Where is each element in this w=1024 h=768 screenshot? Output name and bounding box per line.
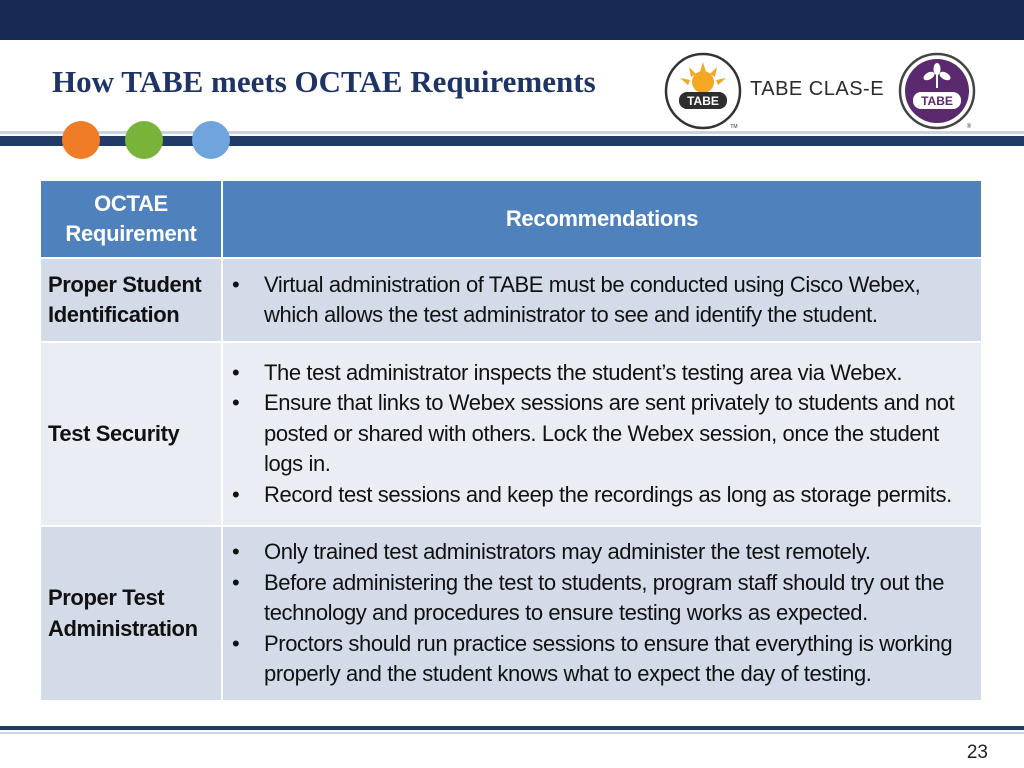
bullet: • — [232, 271, 240, 297]
table-header-row — [40, 180, 982, 258]
header-octae-requirement: OCTAE Requirement — [40, 180, 222, 258]
table-row — [40, 526, 982, 701]
top-band — [0, 0, 1024, 40]
tabe-logo-label: TABE — [687, 94, 719, 108]
clase-logo-reg: ® — [966, 124, 972, 130]
recommendation-item — [224, 480, 976, 511]
tabe-clase-logo — [898, 52, 976, 130]
clase-logo-label: TABE — [921, 94, 953, 108]
bullet: • — [232, 390, 240, 416]
bullet: • — [232, 359, 240, 385]
recommendation-text: Only trained test administrators may administer the test remotely. — [264, 539, 871, 565]
recommendation-item — [224, 537, 976, 568]
recommendation-item — [224, 388, 976, 480]
tabe-logo-tm: TM — [730, 124, 738, 130]
recommendation-text: Before administering the test to students, program staff should try out the technology and procedures to ensure testing works as expected. — [264, 569, 945, 626]
requirement-cell: Proper Test Administration — [40, 526, 222, 701]
recommendation-text: The test administrator inspects the student’s testing area via Webex. — [264, 359, 903, 385]
recommendation-item — [224, 270, 976, 331]
bullet: • — [232, 630, 240, 656]
requirement-cell: Test Security — [40, 342, 222, 526]
bullet: • — [232, 481, 240, 507]
recommendation-item — [224, 568, 976, 629]
footer-rule-thin — [0, 732, 1024, 734]
page-number: 23 — [966, 742, 988, 763]
slide-title: How TABE meets OCTAE Requirements — [52, 64, 596, 99]
recommendation-item — [224, 629, 976, 690]
bullet: • — [232, 569, 240, 595]
requirements-table — [39, 179, 983, 702]
recommendation-text: Ensure that links to Webex sessions are sent privately to students and not posted or shared with others. Lock the Webex session, once the student logs in. — [264, 390, 955, 477]
table-row — [40, 258, 982, 342]
blue-dot — [192, 121, 230, 159]
requirement-cell: Proper Student Identification — [40, 258, 222, 342]
orange-dot — [62, 121, 100, 159]
bullet: • — [232, 539, 240, 565]
recommendation-item — [224, 358, 976, 389]
recommendations-cell — [222, 526, 982, 701]
table-row — [40, 342, 982, 526]
tabe-logo — [664, 52, 742, 130]
recommendation-text: Record test sessions and keep the recordings as long as storage permits. — [264, 481, 952, 507]
recommendations-cell — [222, 258, 982, 342]
green-dot — [125, 121, 163, 159]
header-recommendations: Recommendations — [222, 180, 982, 258]
recommendation-text: Proctors should run practice sessions to ensure that everything is working properly and the student knows what to expect the day of testing. — [264, 630, 953, 687]
recommendations-cell — [222, 342, 982, 526]
recommendation-text: Virtual administration of TABE must be conducted using Cisco Webex, which allows the test administrator to see and identify the student. — [264, 271, 921, 327]
footer-rule-thick — [0, 726, 1024, 730]
tabe-clase-text: TABE CLAS-E — [750, 78, 885, 100]
